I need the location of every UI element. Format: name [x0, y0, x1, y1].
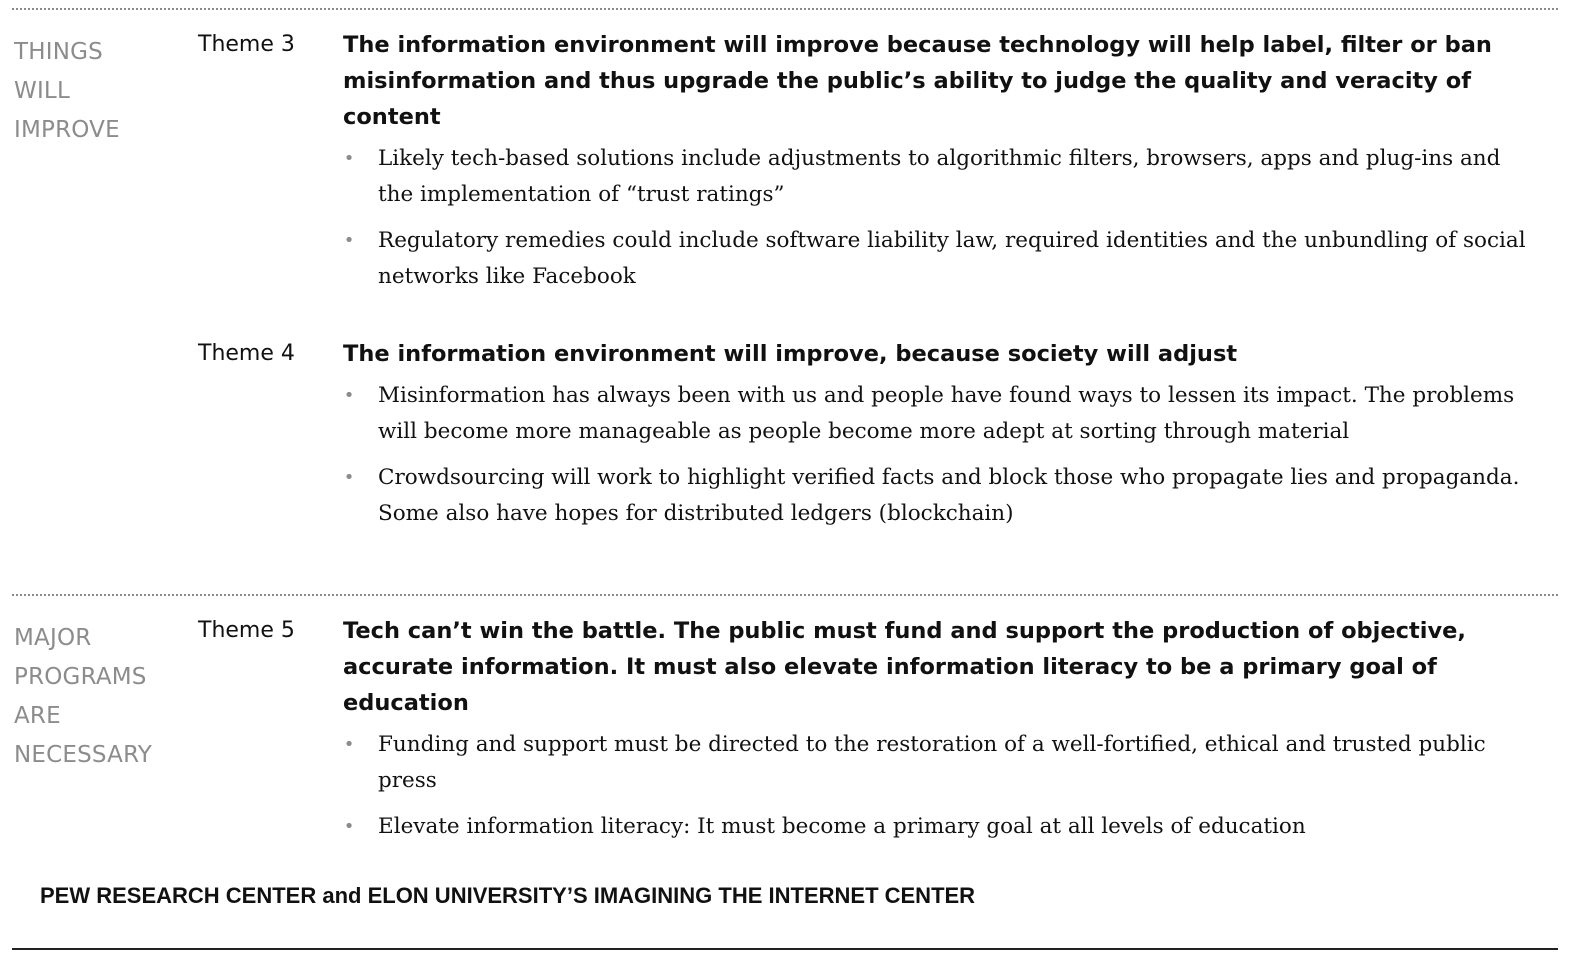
bullet-text: Elevate information literacy: It must become a primary goal at all levels of education — [378, 814, 1306, 839]
theme-5-bullets — [343, 727, 1538, 845]
category-line: IMPROVE — [14, 117, 120, 143]
bullet-dot-icon: • — [343, 816, 355, 837]
bullet-dot-icon: • — [343, 148, 355, 169]
bullet-dot-icon: • — [343, 467, 355, 488]
theme-3-bullets — [343, 141, 1538, 295]
theme-3-label: Theme 3 — [198, 32, 295, 57]
category-line: MAJOR — [14, 625, 92, 651]
category-line: WILL — [14, 78, 70, 104]
category-things-will-improve — [14, 33, 189, 150]
category-line: PROGRAMS — [14, 664, 147, 690]
category-line: ARE — [14, 703, 61, 729]
section-divider — [12, 594, 1558, 596]
theme-4-bullets — [343, 378, 1538, 532]
category-major-programs-are-necessary — [14, 619, 189, 775]
bullet-text: Misinformation has always been with us and people have found ways to lessen its impact. The problems will become more manageable as people become more adept at sorting through material — [378, 383, 1515, 444]
theme-5-block — [343, 613, 1538, 855]
bullet-dot-icon: • — [343, 385, 355, 406]
bullet-text: Likely tech-based solutions include adjustments to algorithmic filters, browsers, apps and plug-ins and the implementation of “trust ratings” — [378, 146, 1501, 207]
bullet-item — [343, 378, 1538, 450]
category-line: THINGS — [14, 39, 103, 65]
bullet-text: Funding and support must be directed to the restoration of a well-fortified, ethical and trusted public press — [378, 732, 1486, 793]
theme-4-title: The information environment will improve, because society will adjust — [343, 341, 1238, 367]
theme-3-title: The information environment will improve because technology will help label, filter or ban misinformation and thus upgrade the public’s ability to judge the quality and veracity of content — [343, 32, 1492, 130]
source-credit: PEW RESEARCH CENTER and ELON UNIVERSITY’S IMAGINING THE INTERNET CENTER — [40, 883, 976, 908]
theme-3-block — [343, 27, 1538, 305]
bullet-text: Crowdsourcing will work to highlight verified facts and block those who propagate lies and propaganda. Some also have hopes for distributed ledgers (blockchain) — [378, 465, 1520, 526]
bullet-item — [343, 809, 1538, 845]
top-divider — [12, 8, 1558, 10]
bullet-text: Regulatory remedies could include software liability law, required identities and the unbundling of social networks like Facebook — [378, 228, 1526, 289]
bullet-item — [343, 727, 1538, 799]
bullet-dot-icon: • — [343, 230, 355, 251]
theme-5-title: Tech can’t win the battle. The public must fund and support the production of objective, accurate information. It must also elevate information literacy to be a primary goal of education — [343, 618, 1466, 716]
category-line: NECESSARY — [14, 742, 153, 768]
theme-4-label: Theme 4 — [198, 341, 295, 366]
bullet-item — [343, 460, 1538, 532]
theme-4-block — [343, 336, 1538, 542]
theme-5-label: Theme 5 — [198, 618, 295, 643]
bullet-item — [343, 223, 1538, 295]
bullet-item — [343, 141, 1538, 213]
bottom-divider — [12, 948, 1558, 950]
bullet-dot-icon: • — [343, 734, 355, 755]
